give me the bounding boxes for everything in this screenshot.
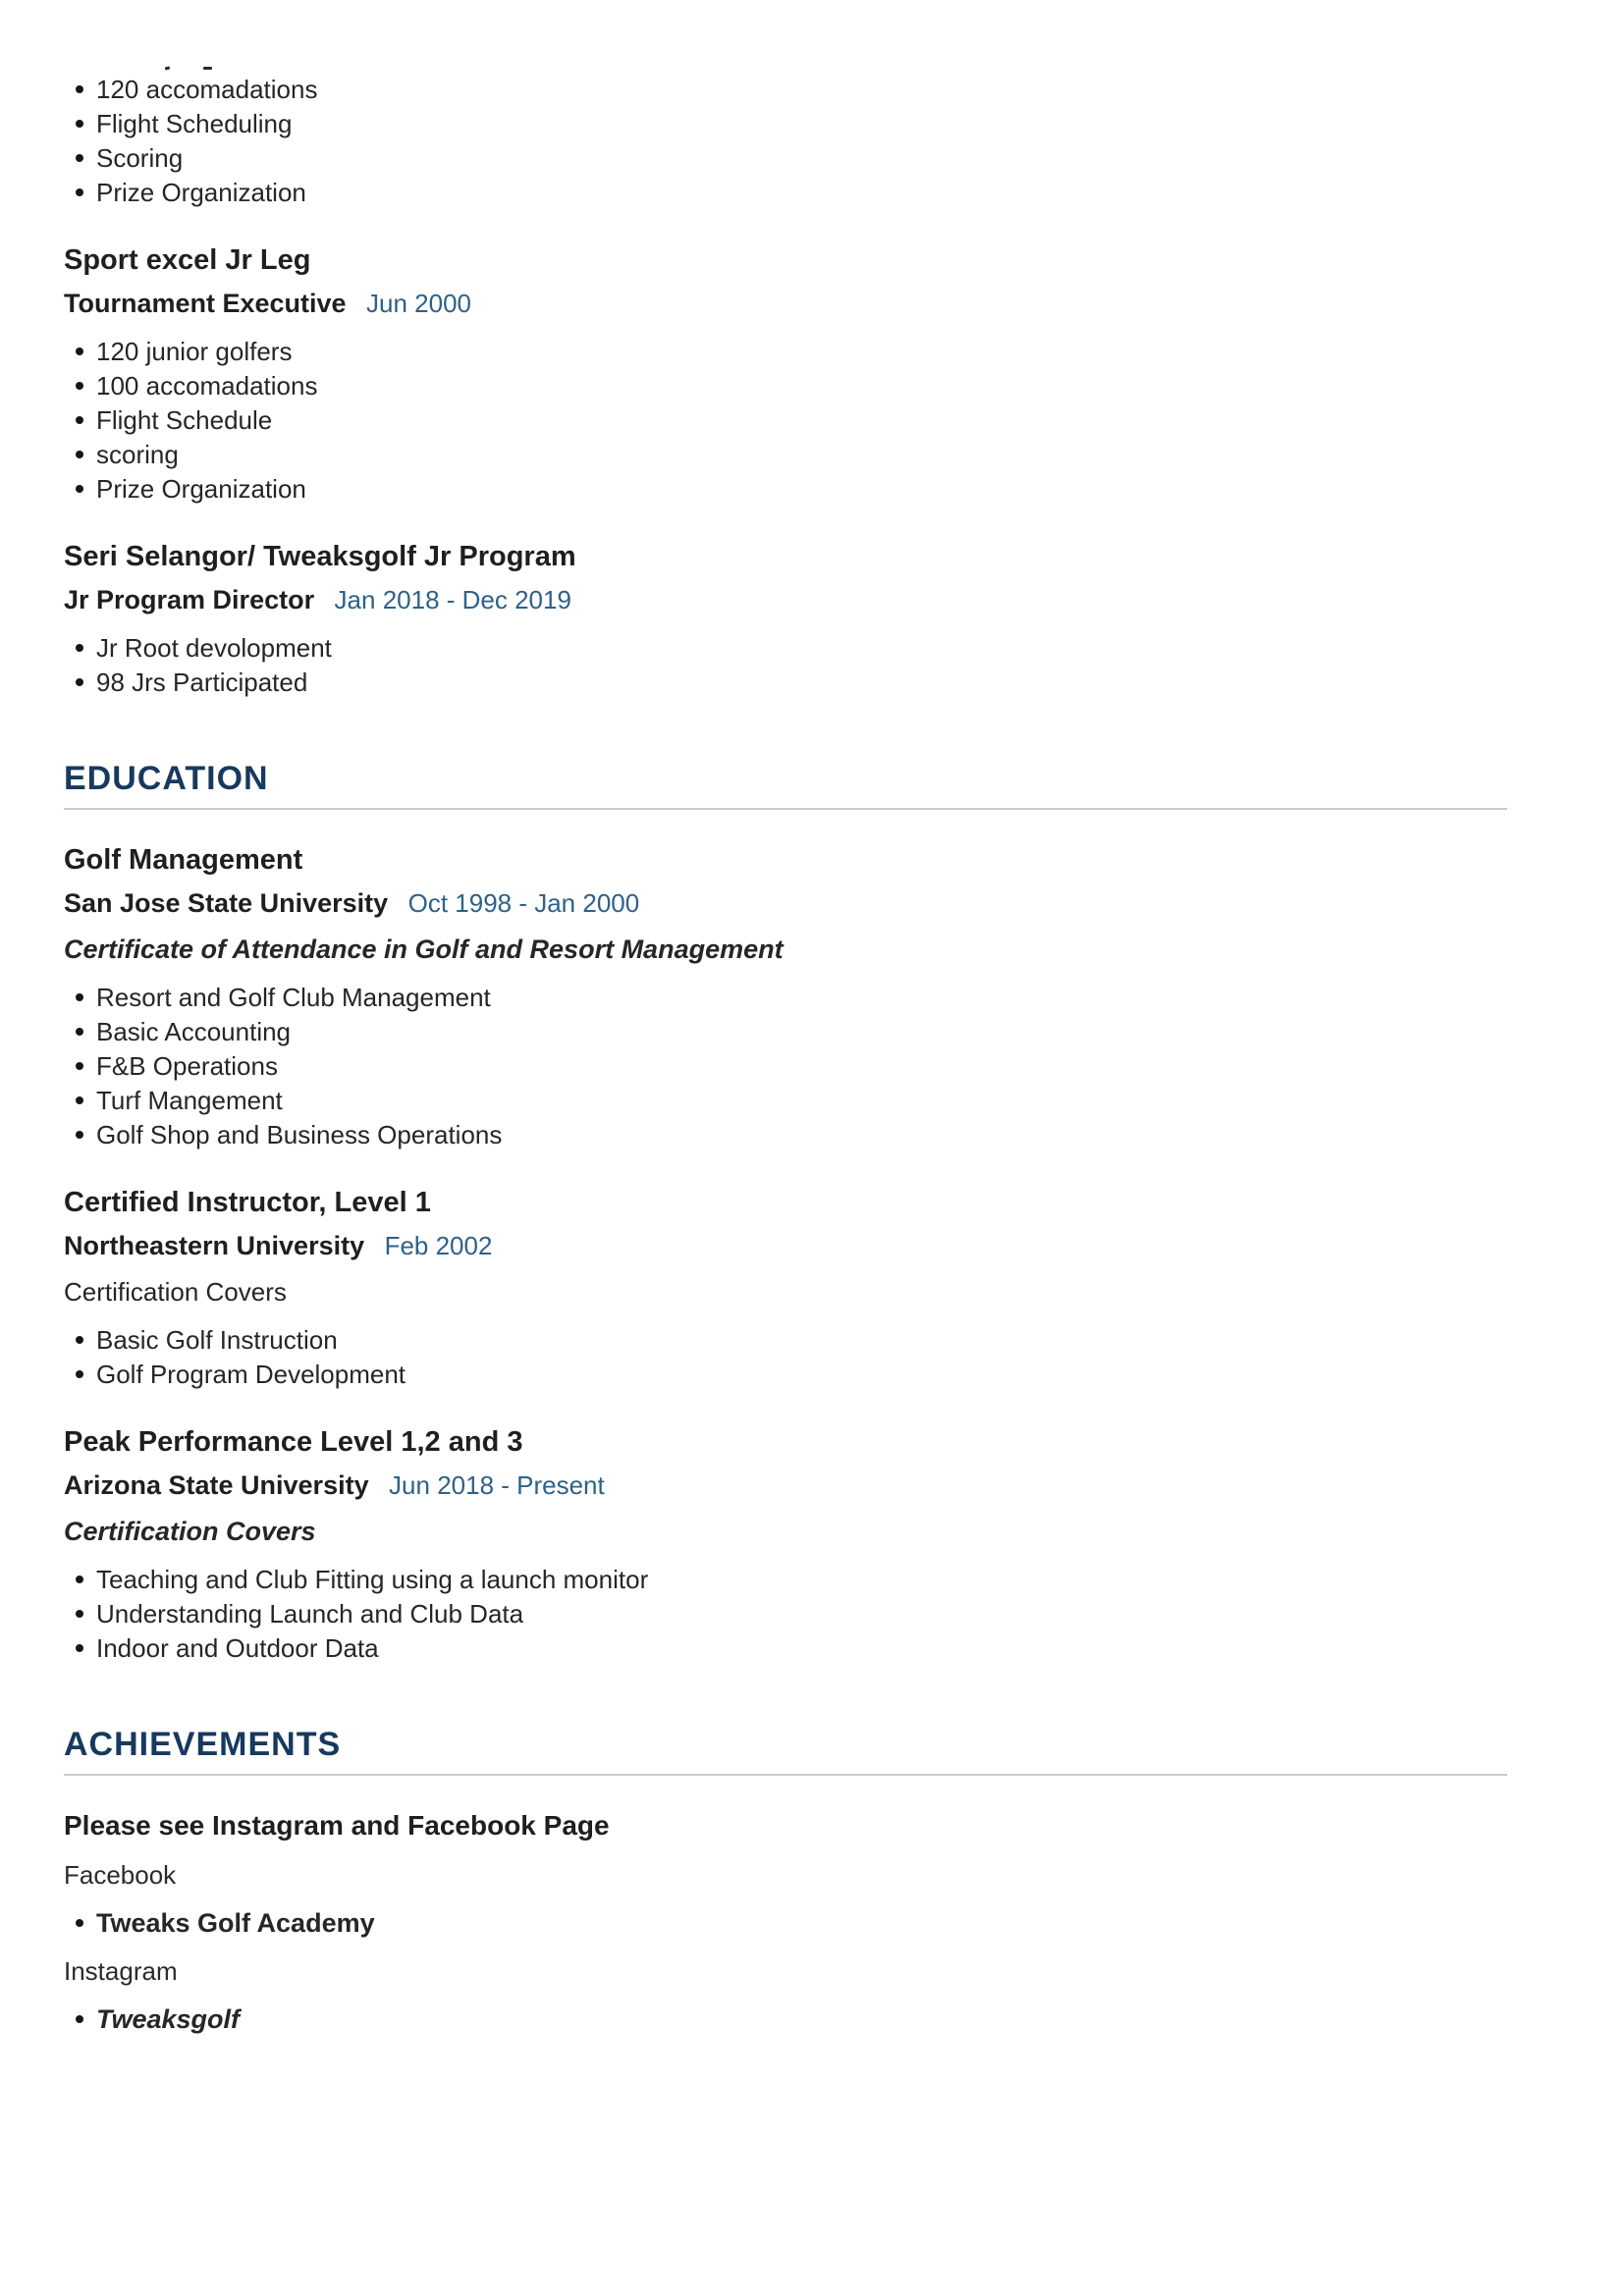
platform-label-facebook: Facebook (64, 1860, 177, 1890)
section-heading-achievements: ACHIEVEMENTS (64, 1726, 342, 1763)
bullet-item: Understanding Launch and Club Data (96, 1597, 1507, 1631)
experience-bullet-list (64, 631, 1507, 700)
bullet-item: Jr Root devolopment (96, 631, 1507, 666)
bullet-item: Resort and Golf Club Management (96, 981, 1507, 1015)
bullet-item: Golf Shop and Business Operations (96, 1118, 1507, 1152)
bullet-item: Tweaksgolf (96, 2002, 1507, 2037)
credential-note: Certificate of Attendance in Golf and Resort Management (64, 934, 784, 964)
bullet-item: 120 junior golfers (96, 335, 1507, 369)
section-divider (64, 808, 1507, 810)
education-entry (64, 1184, 1507, 1392)
bullet-item: F&B Operations (96, 1049, 1507, 1084)
bullet-item: Tweaks Golf Academy (96, 1905, 1507, 1941)
experience-entry-subline (64, 287, 1507, 325)
education-entry-title: Golf Management (64, 844, 303, 876)
date-range: Jan 2018 - Dec 2019 (334, 585, 571, 614)
experience-entry-title: Seri Selangor/ Tweaksgolf Jr Program (64, 541, 576, 572)
bullet-item: 120 accomadations (96, 73, 1507, 107)
section-divider (64, 1774, 1507, 1776)
credential-note: Certification Covers (64, 1517, 316, 1546)
bullet-item: Basic Golf Instruction (96, 1323, 1507, 1358)
bullet-item: Prize Organization (96, 472, 1507, 507)
bullet-item: Turf Mangement (96, 1084, 1507, 1118)
date-range: Feb 2002 (384, 1231, 493, 1260)
role-label: Jr Program Director (64, 585, 315, 614)
education-bullet-list (64, 1563, 1507, 1666)
bullet-item: 100 accomadations (96, 369, 1507, 403)
bullet-item: scoring (96, 438, 1507, 472)
institution-label: Arizona State University (64, 1470, 369, 1500)
bullet-item: Indoor and Outdoor Data (96, 1631, 1507, 1666)
achievements-section (64, 1725, 1507, 2037)
clipped-glyph-mark (165, 66, 171, 70)
section-heading-education: EDUCATION (64, 760, 269, 797)
bullet-item: Prize Organization (96, 176, 1507, 210)
bullet-item: Teaching and Club Fitting using a launch monitor (96, 1563, 1507, 1597)
institution-label: San Jose State University (64, 888, 389, 918)
bullet-item: Golf Program Development (96, 1358, 1507, 1392)
education-entry-title: Peak Performance Level 1,2 and 3 (64, 1426, 523, 1458)
bullet-item: Flight Schedule (96, 403, 1507, 438)
bullet-item: Flight Scheduling (96, 107, 1507, 141)
experience-entry (64, 538, 1507, 700)
achievements-title: Please see Instagram and Facebook Page (64, 1810, 610, 1841)
experience-entry (64, 241, 1507, 507)
role-label: Tournament Executive (64, 289, 347, 318)
achievements-bullet-list (64, 1905, 1507, 1941)
institution-label: Northeastern University (64, 1231, 365, 1260)
clipped-glyph-mark (203, 67, 212, 70)
date-range: Jun 2018 - Present (389, 1470, 605, 1500)
education-entry-subline (64, 886, 1507, 925)
date-range: Oct 1998 - Jan 2000 (407, 888, 640, 918)
bullet-item: 98 Jrs Participated (96, 666, 1507, 700)
date-range: Jun 2000 (366, 289, 472, 318)
platform-label-instagram: Instagram (64, 1956, 178, 1986)
education-entry-title: Certified Instructor, Level 1 (64, 1187, 431, 1218)
experience-continued-section (64, 73, 1507, 700)
credential-note: Certification Covers (64, 1277, 287, 1307)
education-entry-subline (64, 1468, 1507, 1507)
education-section (64, 759, 1507, 1666)
experience-continued-bullet-list (64, 73, 1507, 210)
clipped-text-remnant (165, 65, 224, 71)
experience-bullet-list (64, 335, 1507, 507)
bullet-item: Scoring (96, 141, 1507, 176)
achievements-bullet-list (64, 2002, 1507, 2037)
education-entry (64, 841, 1507, 1152)
bullet-item: Basic Accounting (96, 1015, 1507, 1049)
education-bullet-list (64, 1323, 1507, 1392)
experience-entry-subline (64, 583, 1507, 621)
education-entry-subline (64, 1229, 1507, 1267)
education-entry (64, 1423, 1507, 1666)
experience-entry-title: Sport excel Jr Leg (64, 244, 311, 276)
education-bullet-list (64, 981, 1507, 1152)
